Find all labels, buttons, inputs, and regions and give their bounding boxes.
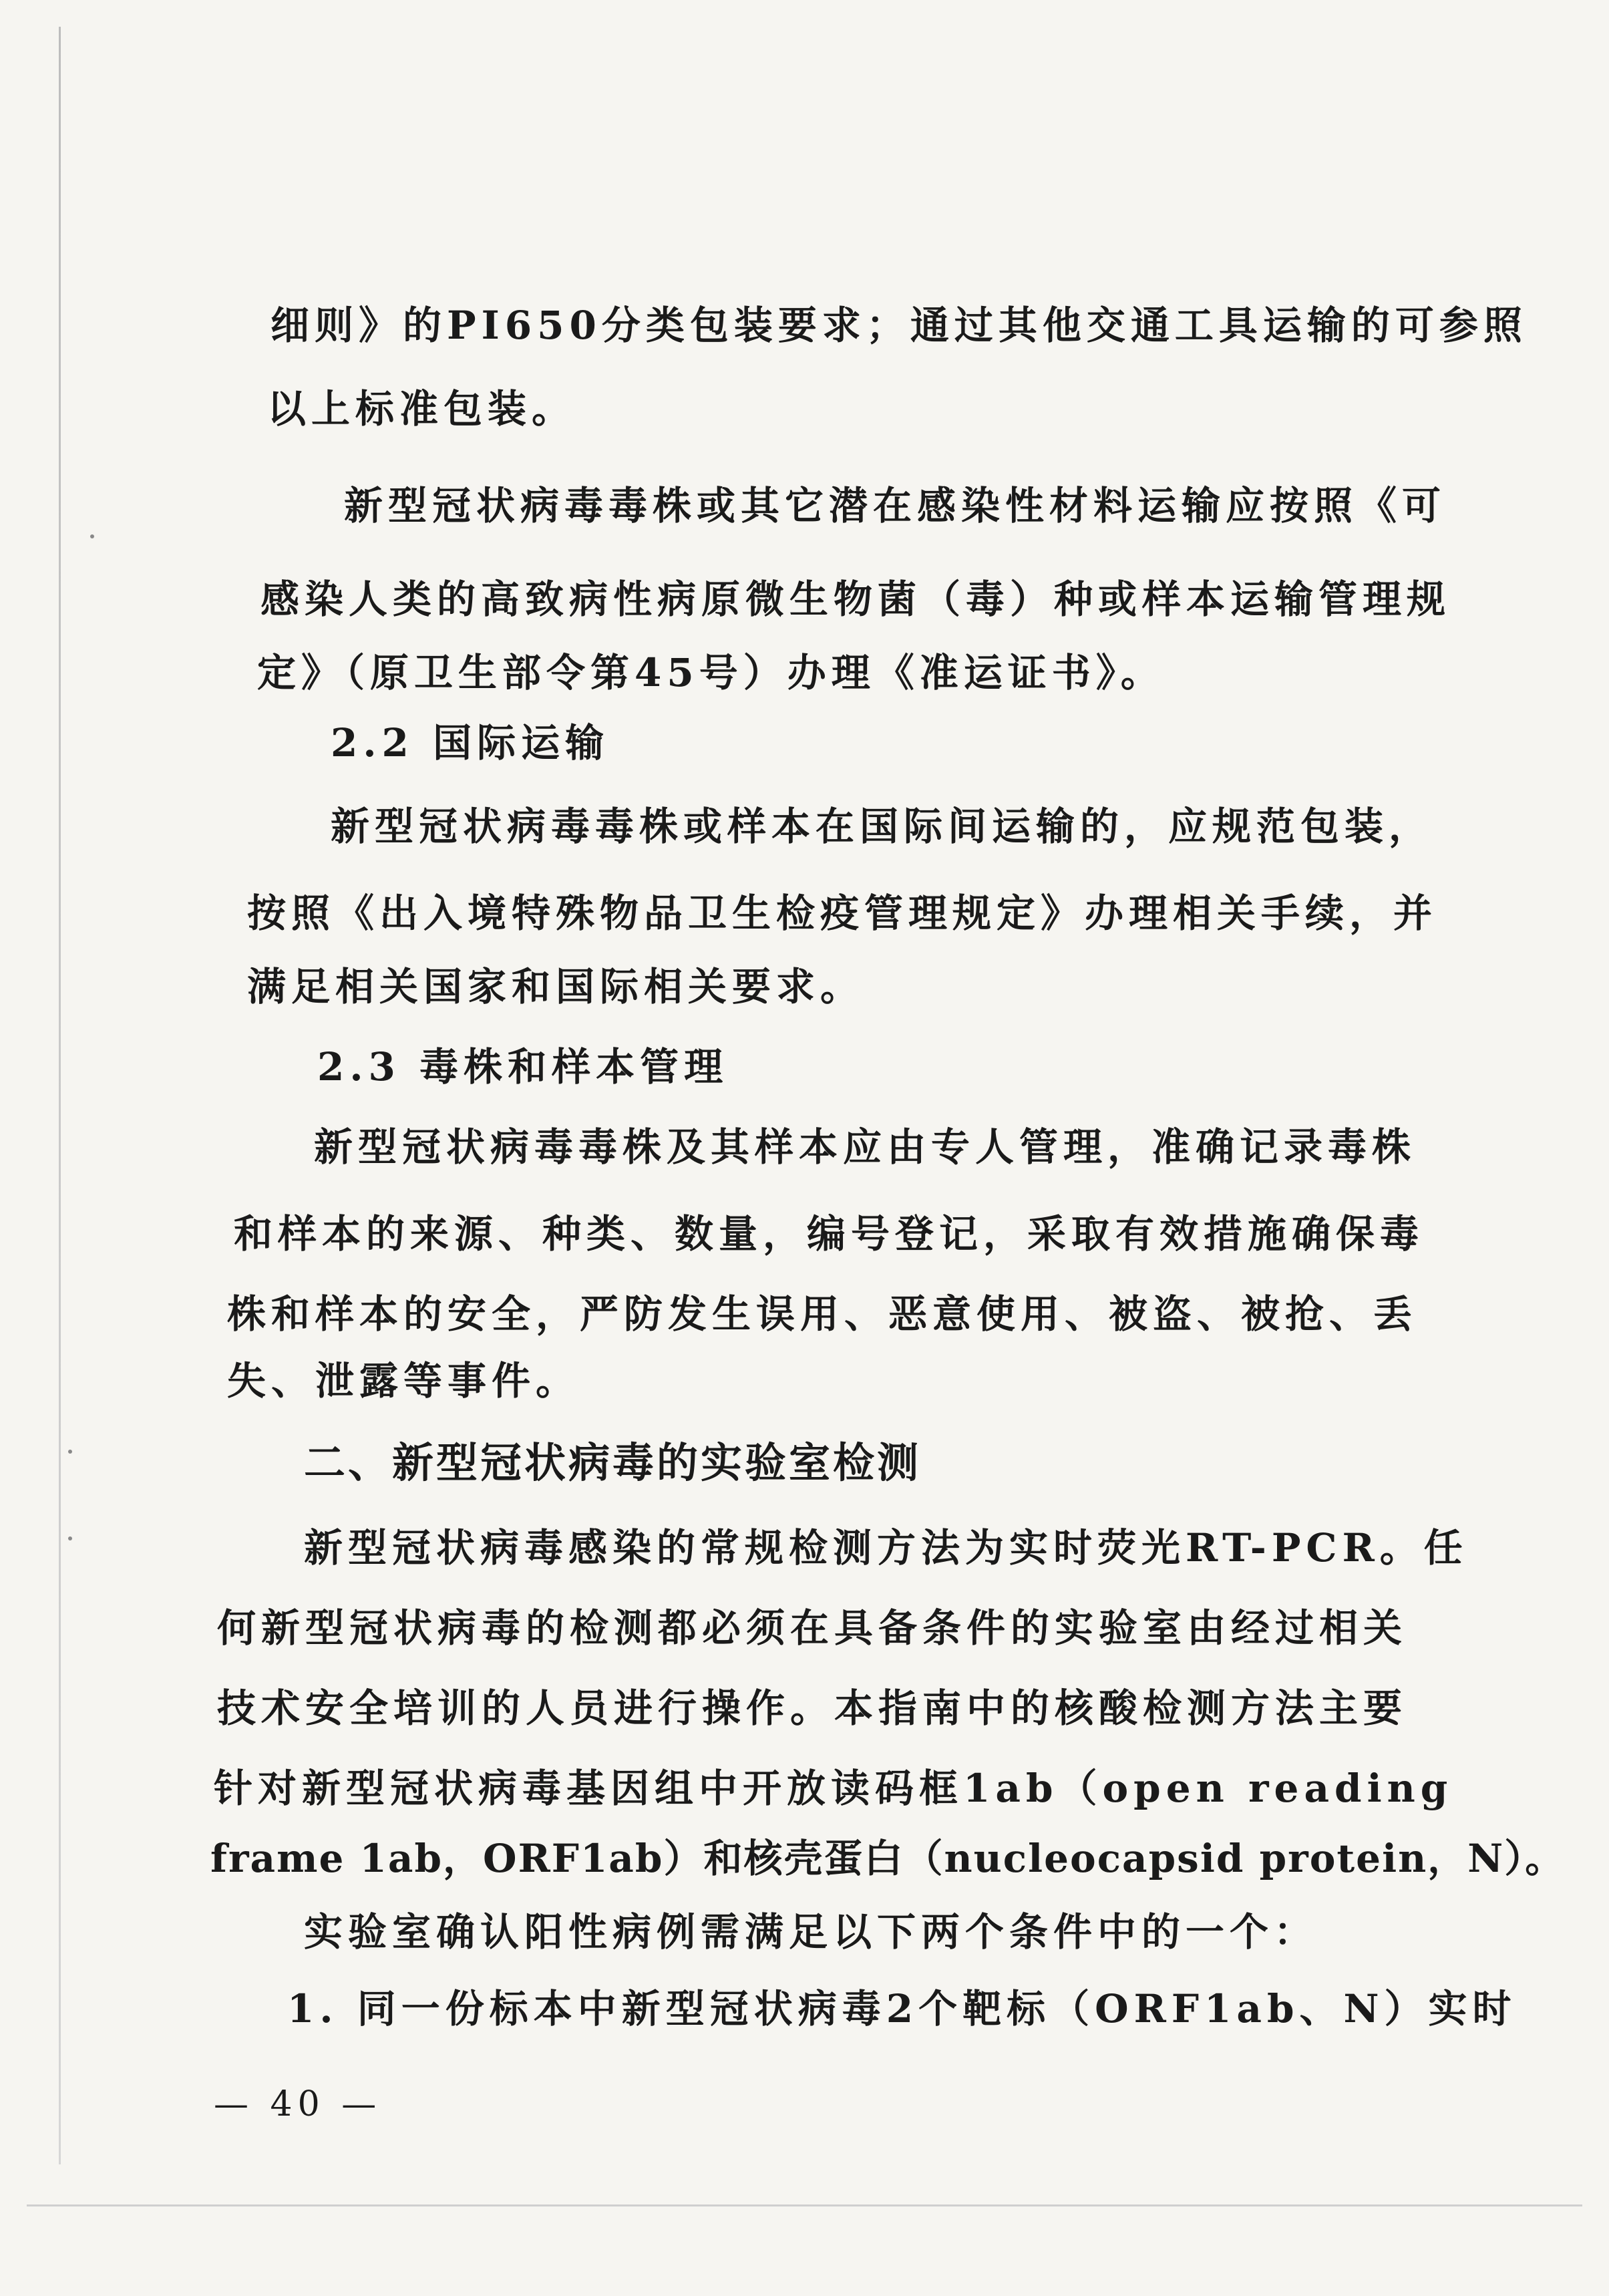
text-line: 以上标准包装。 <box>267 386 576 432</box>
text-line: 定》（原卫生部令第45号）办理《准运证书》。 <box>257 650 1165 695</box>
scan-left-edge <box>59 27 61 2164</box>
scan-speck <box>68 1536 72 1540</box>
text-line: 何新型冠状病毒的检测都必须在具备条件的实验室由经过相关 <box>217 1605 1408 1651</box>
text-line: 细则》的PI650分类包装要求；通过其他交通工具运输的可参照 <box>271 303 1528 348</box>
text-line: 感染人类的高致病性病原微生物菌（毒）种或样本运输管理规 <box>260 577 1451 622</box>
text-line: 新型冠状病毒毒株及其样本应由专人管理，准确记录毒株 <box>314 1124 1417 1170</box>
section-heading: 2.2 国际运输 <box>331 720 610 766</box>
text-line: 新型冠状病毒感染的常规检测方法为实时荧光RT-PCR。任 <box>304 1525 1468 1571</box>
text-line: 技术安全培训的人员进行操作。本指南中的核酸检测方法主要 <box>217 1685 1408 1731</box>
text-line: 按照《出入境特殊物品卫生检疫管理规定》办理相关手续，并 <box>247 890 1438 936</box>
text-line: 失、泄露等事件。 <box>227 1358 580 1404</box>
text-line: 株和样本的安全，严防发生误用、恶意使用、被盗、被抢、丢 <box>227 1291 1418 1337</box>
text-line: frame 1ab，ORF1ab）和核壳蛋白（nucleocapsid protein，N）。 <box>210 1836 1566 1881</box>
scan-speck <box>68 1450 72 1454</box>
page-number: — 40 — <box>214 2084 382 2124</box>
text-line: 针对新型冠状病毒基因组中开放读码框1ab（open reading <box>214 1766 1453 1811</box>
chapter-heading: 二、新型冠状病毒的实验室检测 <box>304 1438 922 1487</box>
text-line: 新型冠状病毒毒株或样本在国际间运输的，应规范包装， <box>331 804 1433 849</box>
section-heading: 2.3 毒株和样本管理 <box>317 1044 729 1090</box>
text-line: 实验室确认阳性病例需满足以下两个条件中的一个： <box>304 1909 1318 1955</box>
scan-bottom-edge <box>27 2204 1582 2206</box>
text-line: 1. 同一份标本中新型冠状病毒2个靶标（ORF1ab、N）实时 <box>287 1986 1517 2031</box>
text-line: 满足相关国家和国际相关要求。 <box>247 964 865 1009</box>
text-line: 和样本的来源、种类、数量，编号登记，采取有效措施确保毒 <box>234 1211 1425 1257</box>
scan-speck <box>90 534 94 538</box>
text-line: 新型冠状病毒毒株或其它潜在感染性材料运输应按照《可 <box>344 483 1447 528</box>
